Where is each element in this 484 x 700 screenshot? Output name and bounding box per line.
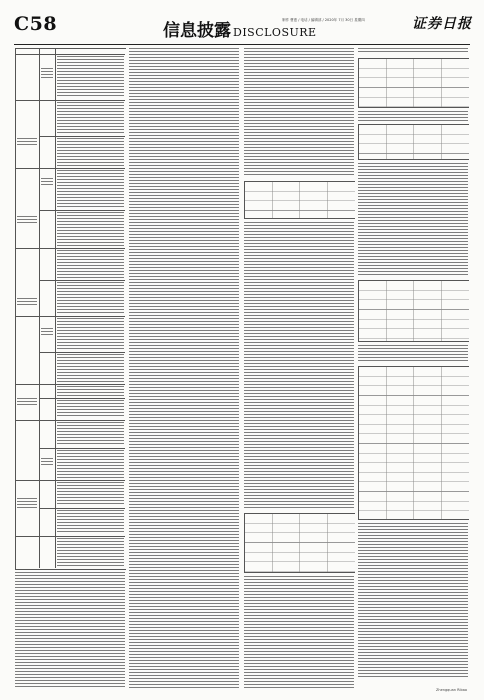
body-text	[358, 48, 468, 54]
masthead-logo: 证券日报	[412, 16, 472, 32]
table-text	[57, 250, 124, 278]
table-row-line	[15, 168, 125, 169]
body-text	[358, 345, 468, 361]
table-row-line	[15, 100, 125, 101]
section-title-cn: 信息披露	[163, 21, 231, 41]
table-text	[57, 386, 124, 396]
table-text	[57, 212, 124, 246]
data-table	[244, 181, 355, 219]
body-text	[129, 48, 239, 688]
table-text	[57, 422, 124, 446]
row-label	[17, 138, 37, 146]
table-row-line	[15, 316, 125, 317]
table-row-line	[39, 398, 125, 399]
table-divider	[55, 48, 56, 568]
data-table	[244, 513, 355, 573]
column-4	[358, 48, 469, 688]
row-label	[41, 328, 53, 336]
body-text	[244, 48, 354, 176]
table-text	[57, 400, 124, 418]
table-row-line	[39, 280, 125, 281]
table-row-line	[15, 248, 125, 249]
row-label	[41, 178, 53, 186]
row-label	[41, 68, 53, 78]
body-text	[358, 523, 468, 679]
table-text	[57, 354, 124, 382]
row-label	[17, 498, 37, 510]
body-text	[244, 222, 354, 508]
column-3	[244, 48, 355, 688]
header-rule	[14, 44, 470, 45]
edition-line: 制作 曹惠 / 电话 / 编辑部 / 2020年 7月 30日 星期四	[282, 18, 365, 22]
table-text	[57, 538, 124, 566]
table-row-line	[15, 54, 125, 55]
page-number: C58	[14, 13, 58, 35]
data-table	[358, 280, 469, 342]
body-text	[358, 163, 468, 275]
table-text	[57, 450, 124, 478]
page-header	[0, 0, 484, 44]
row-label	[17, 216, 37, 224]
table-text	[57, 138, 124, 166]
table-row-line	[15, 536, 125, 537]
body-text	[358, 111, 468, 121]
table-row-line	[39, 210, 125, 211]
table-text	[57, 318, 124, 350]
table-text	[57, 482, 124, 506]
table-row-line	[39, 136, 125, 137]
table-row-line	[15, 384, 125, 385]
body-text	[15, 572, 125, 688]
table-text	[57, 170, 124, 208]
table-row-line	[39, 448, 125, 449]
table-row-line	[39, 352, 125, 353]
row-label	[17, 398, 37, 406]
body-text	[244, 576, 354, 688]
data-table	[358, 58, 469, 108]
column-2	[129, 48, 240, 688]
table-row-line	[39, 508, 125, 509]
row-label	[41, 458, 53, 466]
table-row-line	[15, 420, 125, 421]
data-table	[358, 124, 469, 160]
table-text	[57, 282, 124, 314]
section-title-en: DISCLOSURE	[233, 26, 317, 39]
table-text	[57, 102, 124, 134]
table-text	[57, 510, 124, 534]
data-table	[358, 366, 469, 520]
row-label	[17, 298, 37, 306]
table-text	[57, 56, 124, 98]
table-row-line	[15, 480, 125, 481]
column-1	[15, 48, 126, 688]
footer-note: Zhengquan Ribao	[435, 688, 467, 692]
table-divider	[39, 48, 40, 568]
